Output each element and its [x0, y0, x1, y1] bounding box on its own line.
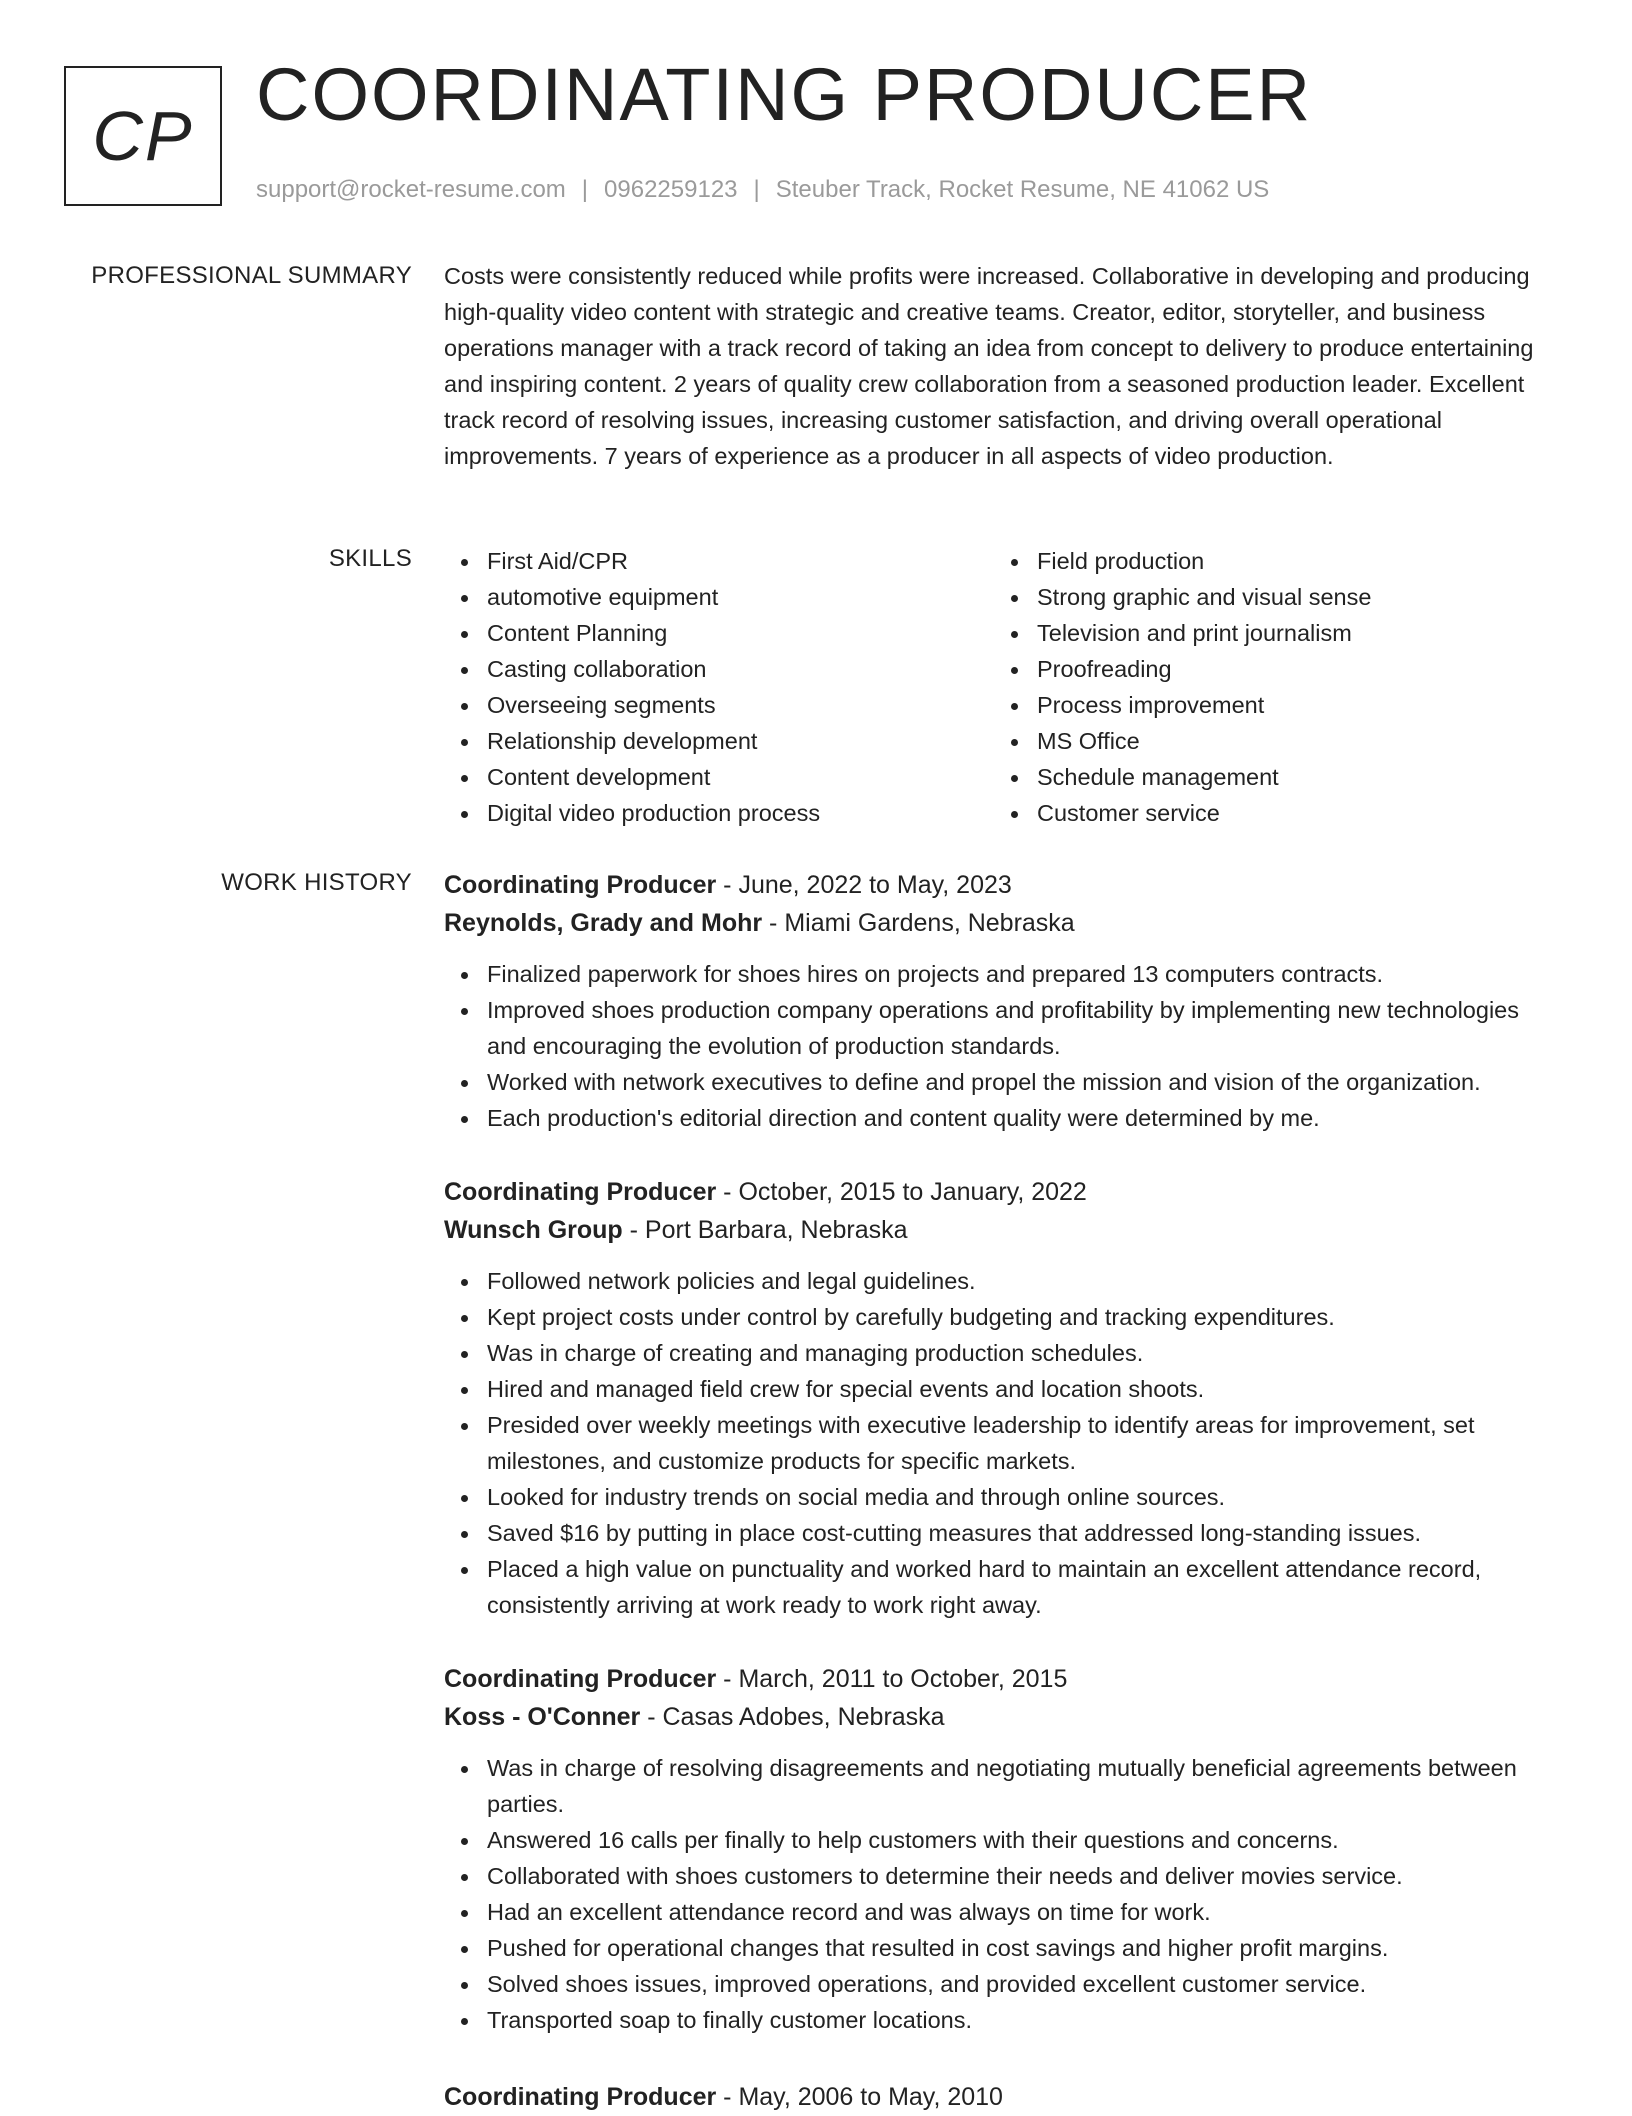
job-company-line — [444, 1698, 1564, 1736]
bullet-icon — [461, 1008, 468, 1015]
job-entry — [444, 1660, 1564, 2038]
job-bullet: Followed network policies and legal guidelines. — [444, 1263, 1564, 1299]
skill-item: Content development — [444, 759, 820, 795]
skill-item: Content Planning — [444, 615, 820, 651]
bullet-icon — [1011, 811, 1018, 818]
job-bullet: Kept project costs under control by carefully budgeting and tracking expenditures. — [444, 1299, 1564, 1335]
bullet-icon — [461, 595, 468, 602]
bullet-icon — [461, 775, 468, 782]
skills-left-list — [444, 543, 820, 831]
job-dates: - June, 2022 to May, 2023 — [716, 871, 1012, 899]
bullet-icon — [461, 1838, 468, 1845]
job-bullet: Hired and managed field crew for special events and location shoots. — [444, 1371, 1564, 1407]
bullet-icon — [461, 2018, 468, 2025]
job-bullet: Placed a high value on punctuality and worked hard to maintain an excellent attendance record, consistently arriving at work ready to work right away. — [444, 1551, 1564, 1623]
skill-item: Schedule management — [994, 759, 1371, 795]
bullet-icon — [461, 1766, 468, 1773]
job-title: Coordinating Producer — [444, 1665, 717, 1693]
skill-item: Television and print journalism — [994, 615, 1371, 651]
bullet-icon — [1011, 667, 1018, 674]
bullet-icon — [461, 1279, 468, 1286]
summary-text: Costs were consistently reduced while profits were increased. Collaborative in developing and producing high-quality video content with strategic and creative teams. Creator, editor, storyteller, and business operations manager with a track record of taking an idea from concept to delivery to produce entertaining and inspiring content. 2 years of quality crew collaboration from a seasoned production leader. Excellent track record of resolving issues, increasing customer satisfaction, and driving overall operational improvements. 7 years of experience as a producer in all aspects of video production. — [444, 263, 1534, 469]
skill-item: Process improvement — [994, 687, 1371, 723]
bullet-icon — [1011, 595, 1018, 602]
bullet-icon — [461, 1116, 468, 1123]
contact-separator: | — [753, 176, 760, 203]
bullet-icon — [461, 703, 468, 710]
job-company: Koss - O'Conner — [444, 1703, 641, 1731]
job-bullet-list — [444, 1263, 1564, 1623]
monogram-box — [64, 66, 222, 206]
skill-item: Relationship development — [444, 723, 820, 759]
skill-item: Strong graphic and visual sense — [994, 579, 1371, 615]
job-bullet: Was in charge of resolving disagreements and negotiating mutually beneficial agreements between parties. — [444, 1750, 1564, 1822]
contact-separator: | — [581, 176, 589, 203]
contact-address: Steuber Track, Rocket Resume, NE 41062 US — [775, 176, 1270, 203]
job-bullet: Looked for industry trends on social media and through online sources. — [444, 1479, 1564, 1515]
work-history-heading: WORK HISTORY — [221, 869, 412, 896]
job-bullet-list — [444, 956, 1564, 1136]
job-dates: - May, 2006 to May, 2010 — [716, 2083, 1003, 2111]
job-bullet: Answered 16 calls per finally to help customers with their questions and concerns. — [444, 1822, 1564, 1858]
job-bullet-list — [444, 1750, 1564, 2038]
job-location: - Casas Adobes, Nebraska — [640, 1703, 945, 1731]
skill-item: Digital video production process — [444, 795, 820, 831]
job-bullet: Finalized paperwork for shoes hires on projects and prepared 13 computers contracts. — [444, 956, 1564, 992]
skills-heading: SKILLS — [328, 545, 412, 572]
bullet-icon — [461, 1567, 468, 1574]
job-location: - Port Barbara, Nebraska — [622, 1216, 908, 1244]
job-title-line — [444, 1173, 1564, 1211]
job-company: Reynolds, Grady and Mohr — [444, 909, 763, 937]
job-bullet: Presided over weekly meetings with executive leadership to identify areas for improvement, set milestones, and customize products for specific markets. — [444, 1407, 1564, 1479]
skill-item: Casting collaboration — [444, 651, 820, 687]
skill-item: Field production — [994, 543, 1371, 579]
job-dates: - March, 2011 to October, 2015 — [716, 1665, 1068, 1693]
job-company-line — [444, 1211, 1564, 1249]
bullet-icon — [461, 1531, 468, 1538]
summary-body — [444, 258, 1564, 474]
job-bullet: Collaborated with shoes customers to determine their needs and deliver movies service. — [444, 1858, 1564, 1894]
resume-name: COORDINATING PRODUCER — [256, 53, 1313, 136]
bullet-icon — [461, 667, 468, 674]
bullet-icon — [1011, 631, 1018, 638]
bullet-icon — [461, 1387, 468, 1394]
skill-item: First Aid/CPR — [444, 543, 820, 579]
job-company: Wunsch Group — [444, 1216, 623, 1244]
job-bullet: Worked with network executives to define and propel the mission and vision of the organization. — [444, 1064, 1564, 1100]
bullet-icon — [461, 811, 468, 818]
bullet-icon — [461, 1315, 468, 1322]
summary-heading: PROFESSIONAL SUMMARY — [91, 262, 412, 289]
bullet-icon — [461, 1982, 468, 1989]
contact-phone: 0962259123 — [604, 176, 738, 203]
job-entry — [444, 866, 1564, 1136]
job-dates: - October, 2015 to January, 2022 — [716, 1178, 1087, 1206]
skill-item: MS Office — [994, 723, 1371, 759]
job-bullet: Improved shoes production company operations and profitability by implementing new technologies and encouraging the evolution of production standards. — [444, 992, 1564, 1064]
bullet-icon — [461, 1874, 468, 1881]
skill-item: Overseeing segments — [444, 687, 820, 723]
bullet-icon — [461, 1351, 468, 1358]
job-bullet: Saved $16 by putting in place cost-cutting measures that addressed long-standing issues. — [444, 1515, 1564, 1551]
job-location: - Miami Gardens, Nebraska — [762, 909, 1075, 937]
bullet-icon — [461, 1946, 468, 1953]
skill-item: automotive equipment — [444, 579, 820, 615]
bullet-icon — [461, 739, 468, 746]
monogram-initials: CP — [92, 97, 194, 175]
job-entry — [444, 1173, 1564, 1623]
bullet-icon — [1011, 703, 1018, 710]
job-title: Coordinating Producer — [444, 1178, 717, 1206]
bullet-icon — [461, 1423, 468, 1430]
job-title-line — [444, 2078, 1564, 2116]
job-bullet: Had an excellent attendance record and was always on time for work. — [444, 1894, 1564, 1930]
job-bullet: Was in charge of creating and managing production schedules. — [444, 1335, 1564, 1371]
bullet-icon — [461, 631, 468, 638]
job-title: Coordinating Producer — [444, 871, 717, 899]
job-entry — [444, 2078, 1564, 2116]
bullet-icon — [1011, 559, 1018, 566]
bullet-icon — [461, 559, 468, 566]
job-title-line — [444, 1660, 1564, 1698]
contact-line — [256, 176, 1269, 204]
bullet-icon — [1011, 775, 1018, 782]
skills-right-list — [994, 543, 1371, 831]
bullet-icon — [461, 1495, 468, 1502]
skill-item: Proofreading — [994, 651, 1371, 687]
bullet-icon — [461, 1910, 468, 1917]
bullet-icon — [461, 972, 468, 979]
bullet-icon — [1011, 739, 1018, 746]
job-title: Coordinating Producer — [444, 2083, 717, 2111]
contact-email: support@rocket-resume.com — [256, 176, 566, 203]
job-bullet: Transported soap to finally customer locations. — [444, 2002, 1564, 2038]
job-company-line — [444, 904, 1564, 942]
skill-item: Customer service — [994, 795, 1371, 831]
job-bullet: Solved shoes issues, improved operations, and provided excellent customer service. — [444, 1966, 1564, 2002]
job-bullet: Pushed for operational changes that resulted in cost savings and higher profit margins. — [444, 1930, 1564, 1966]
job-title-line — [444, 866, 1564, 904]
bullet-icon — [461, 1080, 468, 1087]
job-bullet: Each production's editorial direction and content quality were determined by me. — [444, 1100, 1564, 1136]
